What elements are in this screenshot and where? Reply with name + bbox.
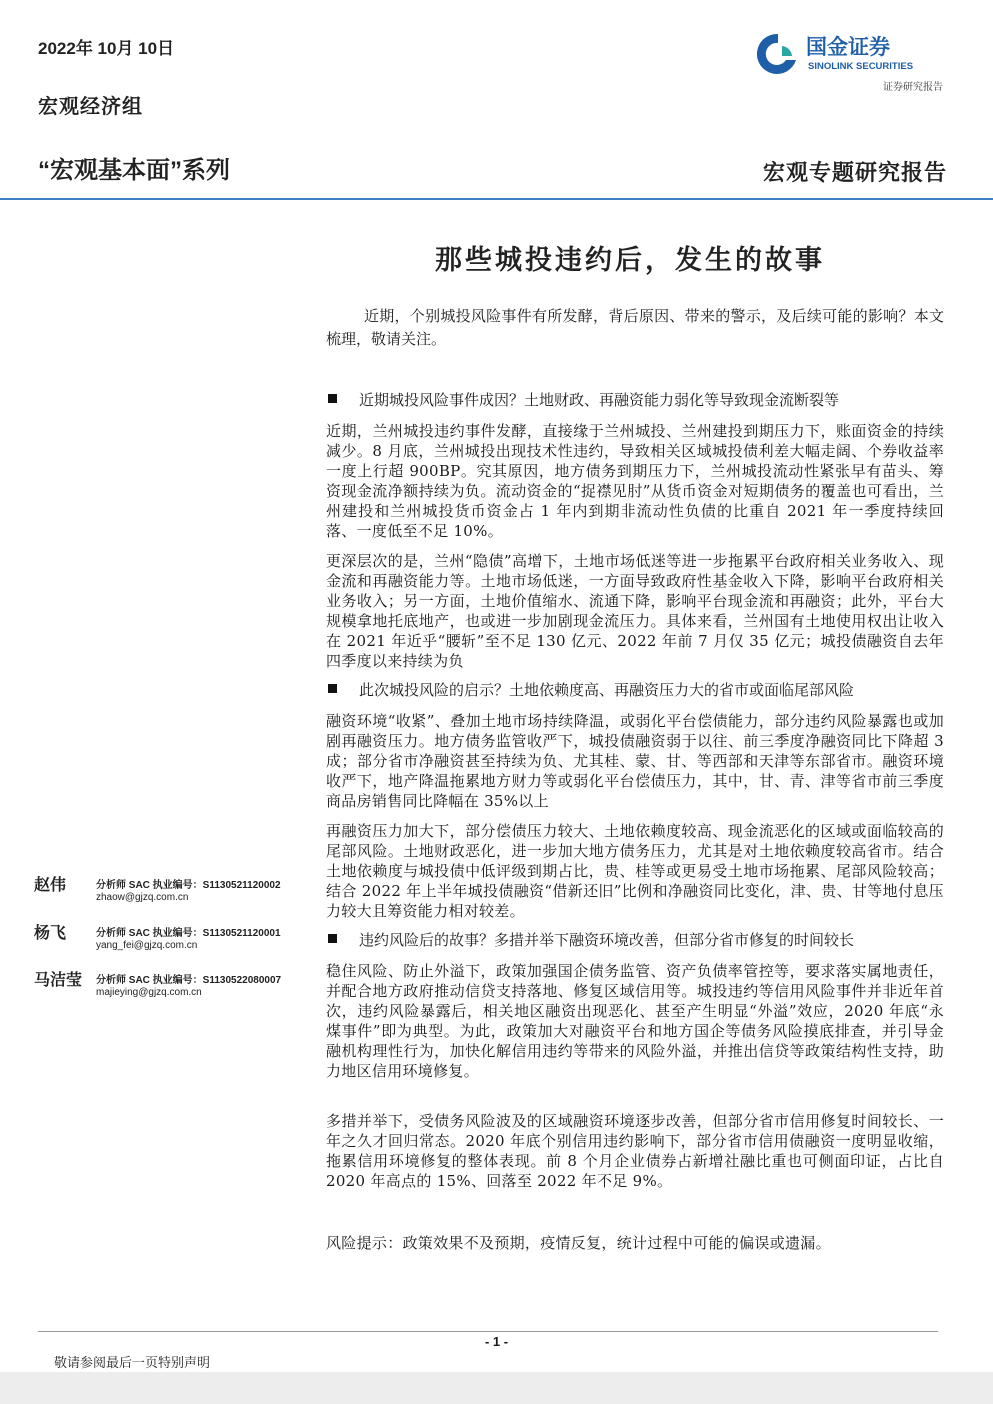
sinolink-logo xyxy=(756,30,946,78)
section-heading-lessons: 此次城投风险的启示？土地依赖度高、再融资压力大的省市或面临尾部风险 xyxy=(326,679,944,702)
analyst-card xyxy=(34,967,314,1007)
report-title: 那些城投违约后，发生的故事 xyxy=(435,245,825,276)
analyst-card xyxy=(34,872,314,912)
logo-subtitle: 证券研究报告 xyxy=(883,82,943,93)
section-paragraph: 再融资压力加大下，部分偿债压力较大、土地依赖度较高、现金流恶化的区域或面临较高的尾部风险。土地财政恶化，进一步加大地方债务压力，尤其是对土地依赖度较高省市。结合土地依赖度与城投债中低评级到期占比，贵、桂等或更易受土地市场拖累、尾部风险较高；结合 2022 年上半年城投债融资“借新还旧”比例和净融资同比变化，津、贵、甘等地付息压力较大且筹资能力相对较差。 xyxy=(326,822,944,920)
analyst-email[interactable]: zhaow@gjzq.com.cn xyxy=(96,892,189,903)
report-type: 宏观专题研究报告 xyxy=(762,160,947,186)
analyst-name: 杨飞 xyxy=(34,923,67,942)
section-heading-causes: 近期城投风险事件成因？土地财政、再融资能力弱化等导致现金流断裂等 xyxy=(326,389,944,412)
intro-paragraph: 近期，个别城投风险事件有所发酵，背后原因、带来的警示，及后续可能的影响？本文梳理，敬请关注。 xyxy=(326,307,944,348)
logo-cn-text: 国金证券 xyxy=(806,35,890,59)
header-divider xyxy=(0,198,993,200)
section-paragraph: 多措并举下，受债务风险波及的区域融资环境逐步改善，但部分省市信用修复时间较长、一年之久才回归常态。2020 年底个别信用违约影响下，部分省市信用债融资一度明显收缩，拖累信用环境修复的整体表现。前 8 个月企业债券占新增社融比重也可侧面印证，占比自 2020 年高点的 15%、回落至 2022 年不足 9%。 xyxy=(326,1112,944,1190)
section-heading-aftermath: 违约风险后的故事？多措并举下融资环境改善，但部分省市修复的时间较长 xyxy=(326,929,944,952)
section-paragraph: 更深层次的是，兰州“隐债”高增下，土地市场低迷等进一步拖累平台政府相关业务收入、现金流和再融资能力等。土地市场低迷，一方面导致政府性基金收入下降，影响平台政府相关业务收入；另一方面，土地价值缩水、流通下降，影响平台现金流和再融资；此外，平台大规模拿地托底地产，也或进一步加剧现金流压力。具体来看，兰州国有土地使用权出让收入在 2021 年近乎“腰斩”至不足 130 亿元、2022 年前 7 月仅 35 亿元；城投债融资自去年四季度以来持续为负 xyxy=(326,552,944,670)
bullet-square-icon xyxy=(328,394,337,403)
footer-disclaimer: 敬请参阅最后一页特别声明 xyxy=(54,1356,211,1371)
logo-en-text: SINOLINK SECURITIES xyxy=(808,61,914,72)
analyst-cert: 分析师 SAC 执业编号：S1130521120001 xyxy=(96,928,281,939)
series-name: “宏观基本面”系列 xyxy=(38,157,230,184)
analyst-cert: 分析师 SAC 执业编号：S1130522080007 xyxy=(96,975,282,986)
research-group: 宏观经济组 xyxy=(38,94,143,118)
section-paragraph: 稳住风险、防止外溢下，政策加强国企债务监管、资产负债率管控等，要求落实属地责任，并配合地方政府推动信贷支持落地、修复区域信用等。城投违约等信用风险事件并非近年首次，违约风险暴露后，相关地区融资出现恶化、甚至产生明显“外溢”效应，2020 年底“永煤事件”即为典型。为此，政策加大对融资平台和地方国企等债务风险摸底排查，并引导金融机构理性行为，加快化解信用违约等带来的风险外溢，并推出信贷等政策结构性支持，助力地区信用环境修复。 xyxy=(326,962,944,1080)
bullet-square-icon xyxy=(328,684,337,693)
risk-warning: 风险提示：政策效果不及预期，疫情反复，统计过程中可能的偏误或遗漏。 xyxy=(326,1234,831,1252)
section-paragraph: 近期，兰州城投违约事件发酵，直接缘于兰州城投、兰州建投到期压力下，账面资金的持续减少。8 月底，兰州城投出现技术性违约，导致相关区域城投债利差大幅走阔、个券收益率一度上行超 900BP。究其原因，地方债务到期压力下，兰州城投流动性紧张早有苗头、筹资现金流净额持续为负。流动资金的“捉襟见肘”从货币资金对短期债务的覆盖也可看出，兰州建投和兰州城投货币资金占 1 年内到期非流动性负债的比重自 2021 年一季度持续回落、一度低至不足 10%。 xyxy=(326,422,944,540)
page-number: - 1 - xyxy=(484,1334,509,1349)
report-date: 2022年 10月 10日 xyxy=(38,39,175,58)
analyst-email[interactable]: majieying@gjzq.com.cn xyxy=(96,987,202,998)
footer-bar xyxy=(0,1372,993,1404)
analyst-name: 马洁莹 xyxy=(34,970,83,989)
bullet-square-icon xyxy=(328,934,337,943)
analyst-card xyxy=(34,920,314,960)
analyst-cert: 分析师 SAC 执业编号：S1130521120002 xyxy=(96,880,281,891)
footer-divider xyxy=(38,1331,938,1332)
analyst-name: 赵伟 xyxy=(34,875,67,894)
section-paragraph: 融资环境“收紧”、叠加土地市场持续降温，或弱化平台偿债能力，部分违约风险暴露也或加剧再融资压力。地方债务监管收严下，城投债融资弱于以往、前三季度净融资同比下降超 3 成；部分省市净融资甚至持续为负、尤其桂、蒙、甘、等西部和天津等东部省市。融资环境收严下，地产降温拖累地方财力等或弱化平台偿债压力，其中，甘、青、津等省市前三季度商品房销售同比降幅在 35%以上 xyxy=(326,712,944,810)
analyst-email[interactable]: yang_fei@gjzq.com.cn xyxy=(96,940,198,951)
logo-mark-icon xyxy=(757,34,796,74)
